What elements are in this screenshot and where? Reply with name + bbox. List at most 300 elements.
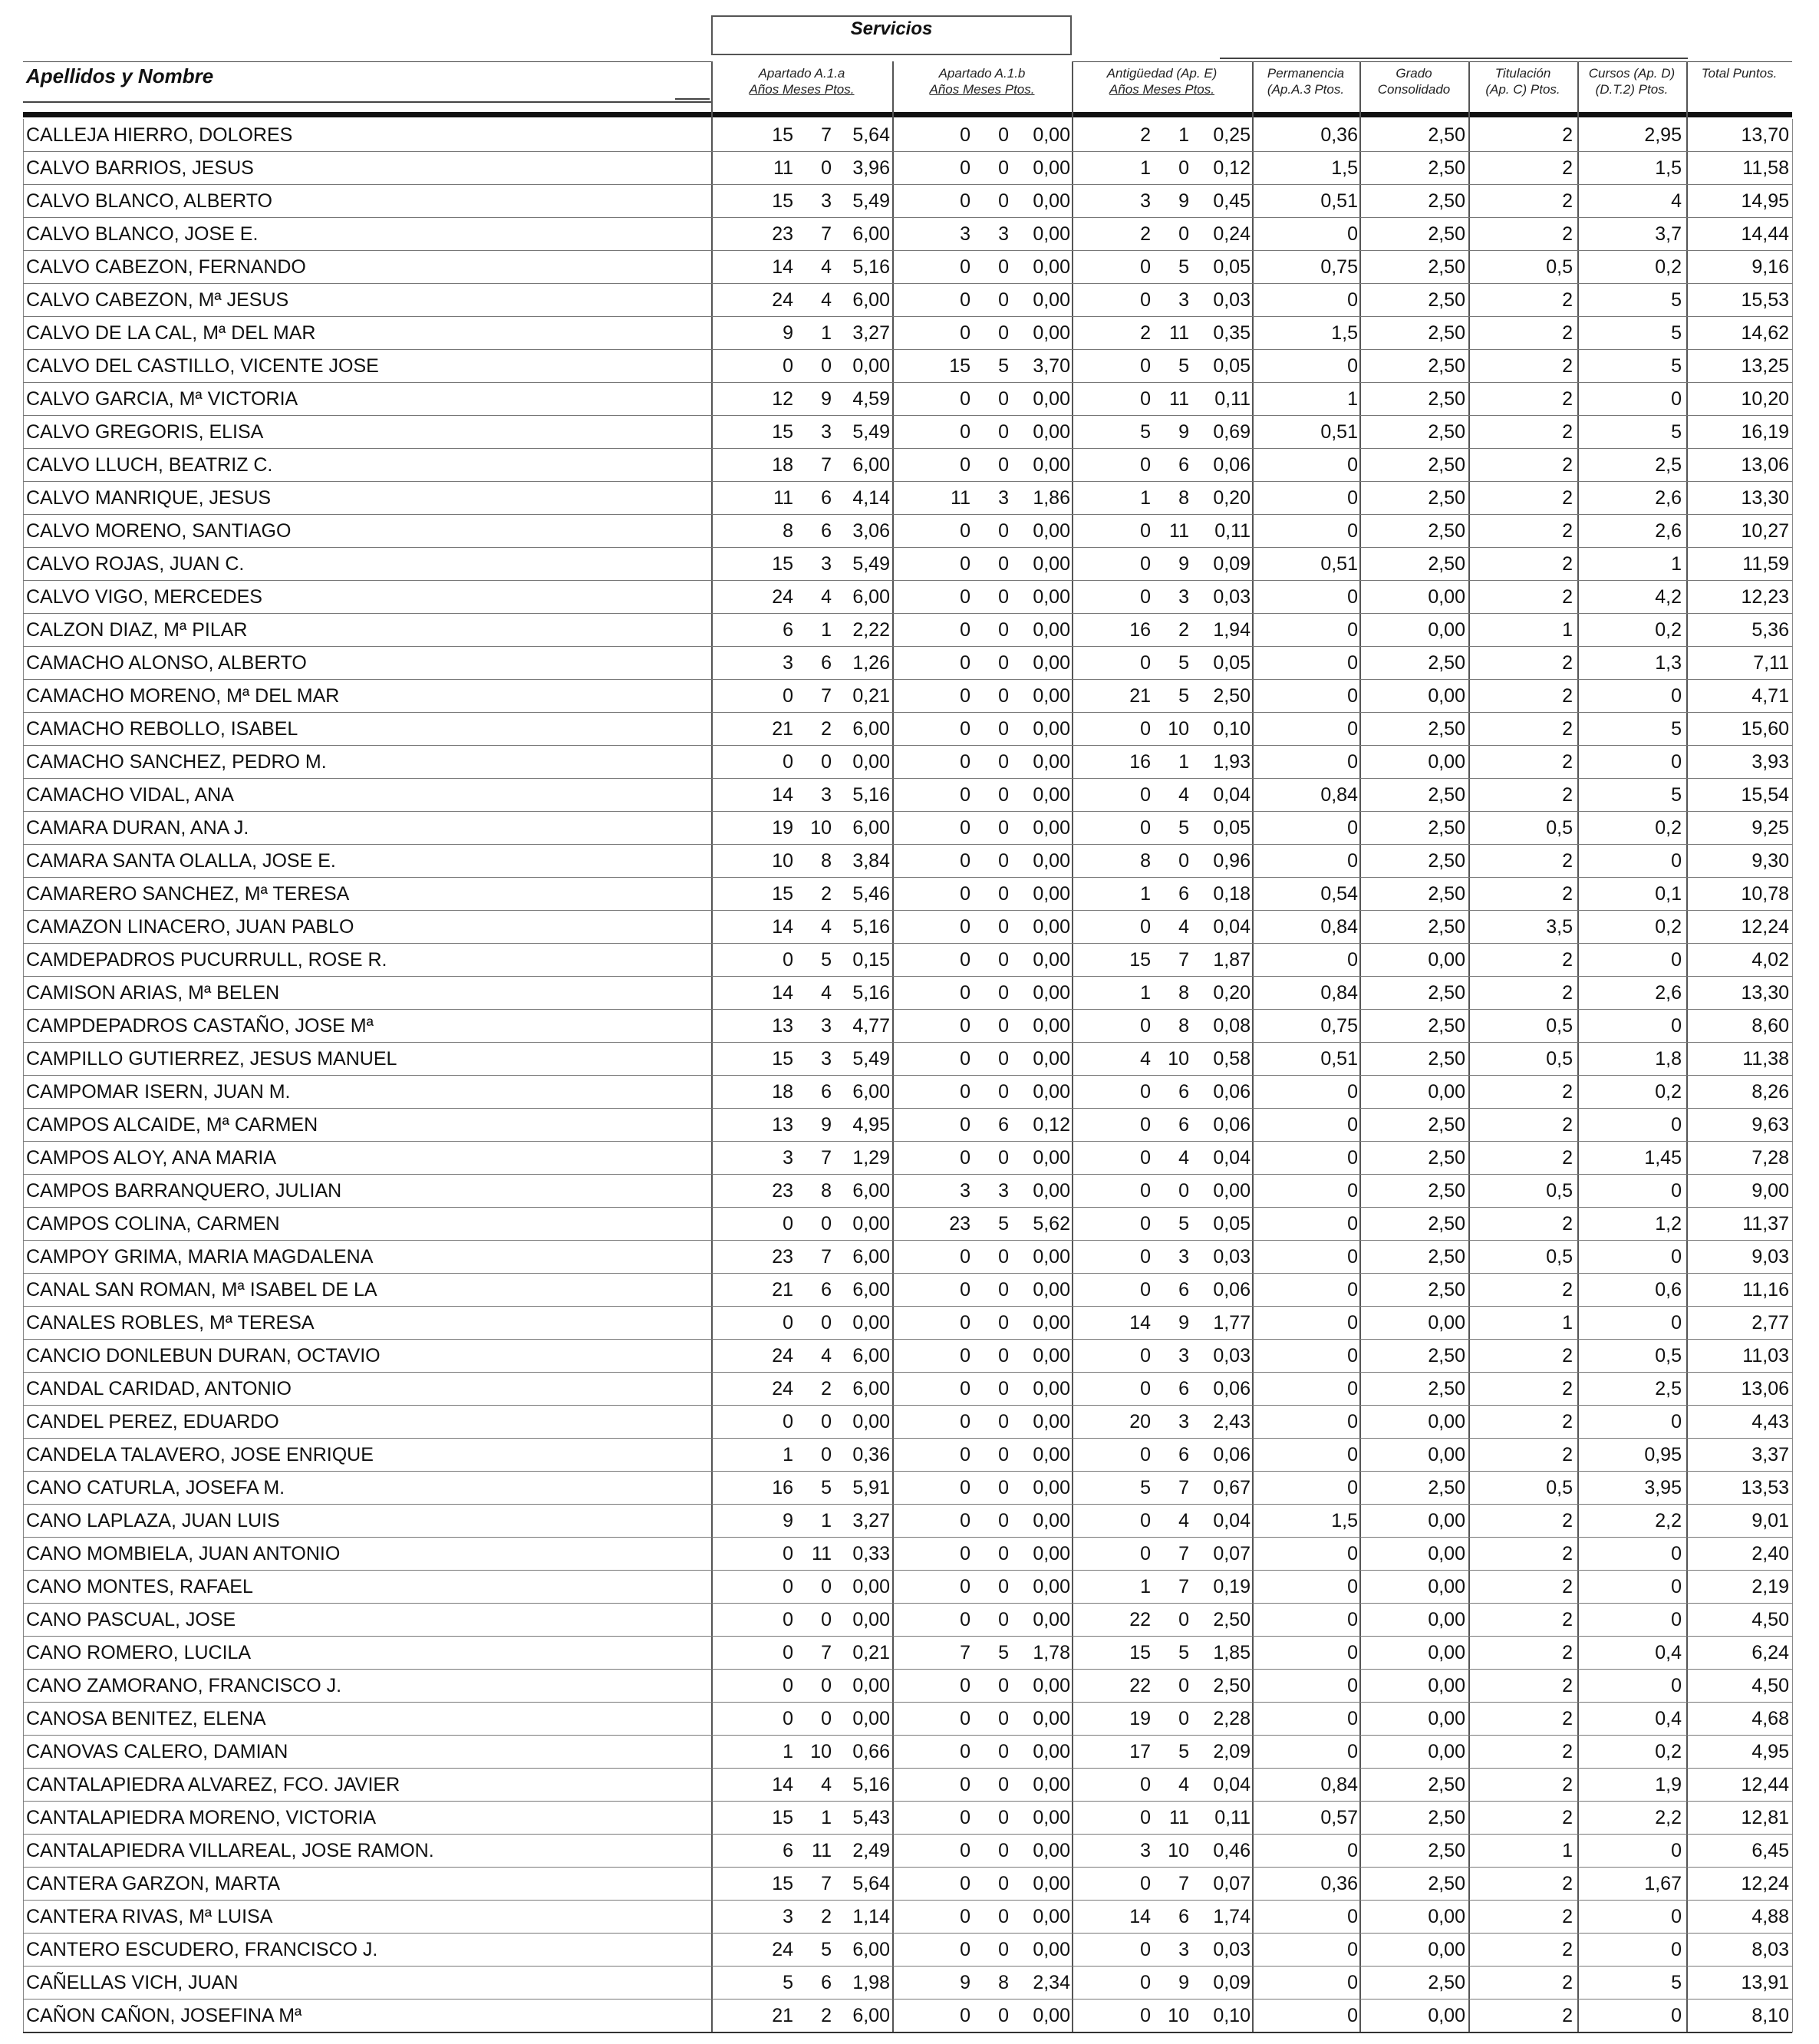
antig-meses-cell: 0 <box>1178 1180 1189 1202</box>
antig-anos-cell: 0 <box>1140 1246 1151 1268</box>
a1a-anos-cell: 15 <box>772 553 793 575</box>
a1a-ptos-cell: 3,96 <box>852 157 890 179</box>
table-row <box>0 515 1819 548</box>
a1b-meses-cell: 0 <box>998 1081 1009 1103</box>
a1b-anos-cell: 0 <box>960 1708 970 1729</box>
titulacion-cell: 2 <box>1562 1147 1573 1169</box>
a1b-meses-cell: 0 <box>998 652 1009 674</box>
a1b-meses-cell: 0 <box>998 1906 1009 1927</box>
a1b-ptos-cell: 0,00 <box>1033 520 1070 542</box>
titulacion-header-sub: (Ap. C) Ptos. <box>1485 82 1560 97</box>
cursos-cell: 0 <box>1671 1840 1682 1861</box>
antig-meses-cell: 11 <box>1169 322 1189 344</box>
antig-anos-cell: 0 <box>1140 1444 1151 1465</box>
a1b-ptos-cell: 0,00 <box>1033 1477 1070 1498</box>
total-cell: 10,78 <box>1741 883 1789 905</box>
grado-cell: 2,50 <box>1428 1114 1465 1136</box>
a1b-anos-cell: 0 <box>960 850 970 872</box>
antig-ptos-cell: 0,04 <box>1213 1774 1251 1795</box>
cursos-cell: 5 <box>1671 322 1682 344</box>
a1b-anos-cell: 0 <box>960 1609 970 1630</box>
antig-meses-cell: 10 <box>1168 718 1189 740</box>
grado-cell: 2,50 <box>1428 157 1465 179</box>
cursos-cell: 0,5 <box>1655 1345 1682 1367</box>
total-cell: 4,71 <box>1751 685 1789 707</box>
name-cell: CALVO ROJAS, JUAN C. <box>26 553 245 575</box>
antig-anos-cell: 2 <box>1140 322 1151 344</box>
table-row <box>0 1307 1819 1340</box>
a1a-meses-cell: 5 <box>821 949 832 971</box>
a1a-ptos-cell: 0,00 <box>852 1213 890 1235</box>
a1b-anos-cell: 0 <box>960 1741 970 1762</box>
permanencia-cell: 0 <box>1347 1477 1358 1498</box>
antig-anos-cell: 1 <box>1140 1576 1151 1597</box>
antig-anos-cell: 0 <box>1140 1807 1151 1828</box>
cursos-cell: 1,67 <box>1644 1873 1682 1894</box>
header-top-rule <box>23 61 711 62</box>
total-cell: 3,93 <box>1751 751 1789 773</box>
antig-meses-cell: 3 <box>1178 1939 1189 1960</box>
antig-meses-cell: 9 <box>1178 1972 1189 1993</box>
a1a-anos-cell: 6 <box>783 619 793 641</box>
titulacion-cell: 2 <box>1562 1378 1573 1399</box>
titulacion-cell: 2 <box>1562 520 1573 542</box>
table-row <box>0 1670 1819 1703</box>
a1b-ptos-cell: 0,00 <box>1033 454 1070 476</box>
cursos-cell: 0,2 <box>1655 1741 1682 1762</box>
grado-cell: 2,50 <box>1428 1873 1465 1894</box>
antig-anos-cell: 0 <box>1140 1180 1151 1202</box>
titulacion-cell: 1 <box>1562 1312 1573 1334</box>
table-row <box>0 317 1819 350</box>
antig-meses-cell: 6 <box>1178 1279 1189 1301</box>
grado-cell: 0,00 <box>1428 1411 1465 1432</box>
antig-meses-cell: 6 <box>1178 454 1189 476</box>
a1b-meses-cell: 0 <box>998 322 1009 344</box>
cursos-cell: 0 <box>1671 1675 1682 1696</box>
antig-anos-cell: 14 <box>1129 1312 1151 1334</box>
name-cell: CAMARERO SANCHEZ, Mª TERESA <box>26 883 350 905</box>
permanencia-cell: 0 <box>1347 1147 1358 1169</box>
a1a-ptos-cell: 0,00 <box>852 1312 890 1334</box>
cursos-cell: 2,6 <box>1655 982 1682 1004</box>
grado-cell: 0,00 <box>1428 2005 1465 2026</box>
a1a-ptos-cell: 4,77 <box>852 1015 890 1037</box>
permanencia-cell: 0,75 <box>1320 1015 1358 1037</box>
permanencia-cell: 0 <box>1347 1312 1358 1334</box>
table-row <box>0 350 1819 383</box>
total-cell: 10,27 <box>1741 520 1789 542</box>
a1b-anos-cell: 0 <box>960 289 970 311</box>
a1b-meses-cell: 0 <box>998 949 1009 971</box>
a1a-anos-cell: 9 <box>783 322 793 344</box>
cursos-cell: 0,1 <box>1655 883 1682 905</box>
a1a-anos-cell: 19 <box>772 817 793 839</box>
titulacion-cell: 2 <box>1562 1807 1573 1828</box>
titulacion-cell: 2 <box>1562 157 1573 179</box>
permanencia-cell: 1,5 <box>1331 1510 1358 1531</box>
header-column-divider <box>892 61 894 101</box>
name-cell: CAMDEPADROS PUCURRULL, ROSE R. <box>26 949 387 971</box>
a1b-ptos-cell: 0,00 <box>1033 1774 1070 1795</box>
a1a-meses-cell: 3 <box>821 1015 832 1037</box>
table-row <box>0 680 1819 713</box>
a1b-meses-cell: 0 <box>998 1609 1009 1630</box>
a1a-anos-cell: 0 <box>783 1213 793 1235</box>
permanencia-cell: 0 <box>1347 1906 1358 1927</box>
a1a-meses-cell: 11 <box>812 1840 832 1861</box>
row-divider <box>23 2032 1792 2033</box>
a1b-meses-cell: 0 <box>998 1345 1009 1367</box>
a1a-anos-cell: 0 <box>783 1675 793 1696</box>
total-cell: 5,36 <box>1751 619 1789 641</box>
antig-ptos-cell: 0,03 <box>1213 1246 1251 1268</box>
titulacion-cell: 2 <box>1562 1279 1573 1301</box>
a1a-anos-cell: 15 <box>772 421 793 443</box>
a1b-anos-cell: 9 <box>960 1972 970 1993</box>
permanencia-cell: 0 <box>1347 949 1358 971</box>
total-cell: 12,24 <box>1741 916 1789 938</box>
name-cell: CAMACHO MORENO, Mª DEL MAR <box>26 685 340 707</box>
cursos-cell: 5 <box>1671 1972 1682 1993</box>
cursos-cell: 0 <box>1671 1543 1682 1564</box>
total-cell: 9,30 <box>1751 850 1789 872</box>
grado-cell: 0,00 <box>1428 1510 1465 1531</box>
cursos-cell: 0 <box>1671 1939 1682 1960</box>
grado-cell: 0,00 <box>1428 1675 1465 1696</box>
a1a-meses-cell: 9 <box>821 1114 832 1136</box>
name-cell: CANCIO DONLEBUN DURAN, OCTAVIO <box>26 1345 381 1367</box>
table-row <box>0 1274 1819 1307</box>
a1a-meses-cell: 0 <box>821 1708 832 1729</box>
titulacion-cell: 2 <box>1562 1774 1573 1795</box>
antig-meses-cell: 5 <box>1178 685 1189 707</box>
titulacion-cell: 2 <box>1562 1708 1573 1729</box>
name-cell: CAMAZON LINACERO, JUAN PABLO <box>26 916 354 938</box>
total-cell: 4,88 <box>1751 1906 1789 1927</box>
cursos-cell: 0 <box>1671 1411 1682 1432</box>
a1a-ptos-cell: 6,00 <box>852 1180 890 1202</box>
a1b-meses-cell: 0 <box>998 454 1009 476</box>
a1a-meses-cell: 7 <box>821 685 832 707</box>
titulacion-cell: 2 <box>1562 1741 1573 1762</box>
antig-ptos-cell: 0,67 <box>1213 1477 1251 1498</box>
a1b-meses-cell: 0 <box>998 1378 1009 1399</box>
a1a-meses-cell: 0 <box>821 1675 832 1696</box>
titulacion-cell: 2 <box>1562 421 1573 443</box>
a1b-ptos-cell: 0,00 <box>1033 751 1070 773</box>
antig-anos-cell: 1 <box>1140 487 1151 509</box>
a1a-meses-cell: 6 <box>821 652 832 674</box>
a1a-ptos-cell: 1,14 <box>852 1906 890 1927</box>
a1b-meses-cell: 0 <box>998 1675 1009 1696</box>
a1b-meses-cell: 5 <box>998 355 1009 377</box>
a1a-ptos-cell: 4,59 <box>852 388 890 410</box>
a1b-anos-cell: 0 <box>960 751 970 773</box>
a1a-ptos-cell: 0,66 <box>852 1741 890 1762</box>
cursos-cell: 0 <box>1671 2005 1682 2026</box>
table-row <box>0 1637 1819 1670</box>
grado-cell: 2,50 <box>1428 1180 1465 1202</box>
grado-cell: 0,00 <box>1428 1939 1465 1960</box>
antig-meses-cell: 4 <box>1178 784 1189 806</box>
a1a-meses-cell: 0 <box>821 1213 832 1235</box>
grado-cell: 2,50 <box>1428 1774 1465 1795</box>
a1b-anos-cell: 0 <box>960 1939 970 1960</box>
a1b-ptos-cell: 0,00 <box>1033 1312 1070 1334</box>
grado-cell: 0,00 <box>1428 685 1465 707</box>
a1b-anos-cell: 0 <box>960 1675 970 1696</box>
titulacion-cell: 0,5 <box>1546 1048 1573 1070</box>
a1a-ptos-cell: 1,26 <box>852 652 890 674</box>
a1b-meses-cell: 0 <box>998 1807 1009 1828</box>
antig-ptos-cell: 1,94 <box>1213 619 1251 641</box>
permanencia-cell: 0,84 <box>1320 916 1358 938</box>
a1b-anos-cell: 0 <box>960 1510 970 1531</box>
a1b-ptos-cell: 0,00 <box>1033 1279 1070 1301</box>
table-row <box>0 878 1819 911</box>
permanencia-cell: 0,51 <box>1320 1048 1358 1070</box>
a1a-anos-cell: 24 <box>772 289 793 311</box>
antig-anos-cell: 3 <box>1140 190 1151 212</box>
a1b-anos-cell: 0 <box>960 1378 970 1399</box>
a1b-meses-cell: 6 <box>998 1114 1009 1136</box>
total-cell: 13,91 <box>1741 1972 1789 1993</box>
name-cell: CAMACHO ALONSO, ALBERTO <box>26 652 307 674</box>
a1b-meses-cell: 0 <box>998 1708 1009 1729</box>
table-row <box>0 1505 1819 1538</box>
a1b-anos-cell: 0 <box>960 718 970 740</box>
antig-meses-cell: 7 <box>1178 949 1189 971</box>
antig-anos-cell: 15 <box>1129 1642 1151 1663</box>
antig-ptos-cell: 0,19 <box>1213 1576 1251 1597</box>
grado-cell: 2,50 <box>1428 916 1465 938</box>
permanencia-cell: 0,36 <box>1320 1873 1358 1894</box>
antig-anos-cell: 0 <box>1140 256 1151 278</box>
grado-cell: 0,00 <box>1428 1081 1465 1103</box>
table-row <box>0 1142 1819 1175</box>
grado-cell: 2,50 <box>1428 1345 1465 1367</box>
a1a-meses-cell: 2 <box>821 2005 832 2026</box>
a1a-meses-cell: 9 <box>821 388 832 410</box>
titulacion-cell: 2 <box>1562 784 1573 806</box>
a1a-ptos-cell: 0,15 <box>852 949 890 971</box>
total-cell: 11,58 <box>1742 157 1789 179</box>
permanencia-cell: 0 <box>1347 454 1358 476</box>
permanencia-cell: 0,84 <box>1320 982 1358 1004</box>
a1a-anos-cell: 1 <box>783 1741 793 1762</box>
a1b-anos-cell: 7 <box>960 1642 970 1663</box>
total-cell: 9,25 <box>1751 817 1789 839</box>
a1b-ptos-cell: 0,00 <box>1033 1873 1070 1894</box>
antig-ptos-cell: 0,05 <box>1213 256 1251 278</box>
antig-anos-cell: 0 <box>1140 553 1151 575</box>
a1a-meses-cell: 5 <box>821 1939 832 1960</box>
a1a-meses-cell: 0 <box>821 1576 832 1597</box>
cursos-cell: 0 <box>1671 1576 1682 1597</box>
permanencia-cell: 0,51 <box>1320 421 1358 443</box>
antig-anos-cell: 5 <box>1140 421 1151 443</box>
antig-anos-cell: 16 <box>1129 619 1151 641</box>
permanencia-cell: 0 <box>1347 586 1358 608</box>
a1b-ptos-cell: 0,00 <box>1033 1015 1070 1037</box>
antig-ptos-cell: 0,03 <box>1213 1939 1251 1960</box>
a1b-ptos-cell: 0,00 <box>1033 2005 1070 2026</box>
antiguedad-header-sub: Años Meses Ptos. <box>1109 82 1214 97</box>
a1a-anos-cell: 15 <box>772 124 793 146</box>
table-row <box>0 581 1819 614</box>
titulacion-cell: 2 <box>1562 1411 1573 1432</box>
titulacion-cell: 2 <box>1562 1609 1573 1630</box>
antig-meses-cell: 11 <box>1169 520 1189 542</box>
titulacion-cell: 0,5 <box>1546 1477 1573 1498</box>
a1b-anos-cell: 0 <box>960 190 970 212</box>
name-cell: CAMPOY GRIMA, MARIA MAGDALENA <box>26 1246 374 1268</box>
total-cell: 11,59 <box>1742 553 1789 575</box>
a1a-anos-cell: 0 <box>783 1576 793 1597</box>
grado-cell: 2,50 <box>1428 487 1465 509</box>
a1b-ptos-cell: 0,00 <box>1033 223 1070 245</box>
a1a-ptos-cell: 0,00 <box>852 355 890 377</box>
a1b-ptos-cell: 0,00 <box>1033 190 1070 212</box>
a1b-ptos-cell: 0,00 <box>1033 1609 1070 1630</box>
antig-anos-cell: 0 <box>1140 1510 1151 1531</box>
a1a-meses-cell: 4 <box>821 256 832 278</box>
header-column-divider <box>711 61 713 101</box>
a1b-ptos-cell: 0,00 <box>1033 1906 1070 1927</box>
antig-ptos-cell: 1,77 <box>1213 1312 1251 1334</box>
grado-cell: 2,50 <box>1428 355 1465 377</box>
antig-anos-cell: 2 <box>1140 223 1151 245</box>
titulacion-cell: 0,5 <box>1546 1180 1573 1202</box>
a1b-anos-cell: 0 <box>960 157 970 179</box>
antig-meses-cell: 5 <box>1178 652 1189 674</box>
a1a-ptos-cell: 1,29 <box>852 1147 890 1169</box>
grado-cell: 2,50 <box>1428 388 1465 410</box>
permanencia-cell: 0 <box>1347 1840 1358 1861</box>
titulacion-cell: 2 <box>1562 1906 1573 1927</box>
grado-cell: 0,00 <box>1428 619 1465 641</box>
cursos-cell: 1,5 <box>1655 157 1682 179</box>
total-cell: 14,44 <box>1741 223 1789 245</box>
titulacion-header-title: Titulación <box>1494 66 1551 81</box>
antig-meses-cell: 0 <box>1178 1708 1189 1729</box>
table-row <box>0 1373 1819 1406</box>
a1b-ptos-cell: 0,00 <box>1033 685 1070 707</box>
a1b-anos-cell: 0 <box>960 322 970 344</box>
a1a-anos-cell: 0 <box>783 1642 793 1663</box>
antig-ptos-cell: 0,25 <box>1213 124 1251 146</box>
name-cell: CANO CATURLA, JOSEFA M. <box>26 1477 285 1498</box>
table-row <box>0 1043 1819 1076</box>
a1b-ptos-cell: 0,00 <box>1033 421 1070 443</box>
table-row <box>0 1769 1819 1802</box>
antig-meses-cell: 3 <box>1178 1345 1189 1367</box>
name-cell: CALVO CABEZON, FERNANDO <box>26 256 306 278</box>
antig-ptos-cell: 0,09 <box>1213 553 1251 575</box>
a1a-ptos-cell: 6,00 <box>852 817 890 839</box>
antig-anos-cell: 1 <box>1140 883 1151 905</box>
a1a-meses-cell: 0 <box>821 1609 832 1630</box>
permanencia-cell: 0 <box>1347 289 1358 311</box>
grado-cell: 2,50 <box>1428 1840 1465 1861</box>
titulacion-cell: 2 <box>1562 1444 1573 1465</box>
table-row <box>0 1835 1819 1868</box>
a1b-ptos-cell: 1,86 <box>1033 487 1070 509</box>
a1a-meses-cell: 2 <box>821 1378 832 1399</box>
a1a-anos-cell: 15 <box>772 190 793 212</box>
a1b-meses-cell: 0 <box>998 157 1009 179</box>
antig-ptos-cell: 1,85 <box>1213 1642 1251 1663</box>
a1a-anos-cell: 21 <box>772 718 793 740</box>
a1b-meses-cell: 0 <box>998 1774 1009 1795</box>
antig-meses-cell: 0 <box>1178 1609 1189 1630</box>
titulacion-cell: 2 <box>1562 685 1573 707</box>
total-cell: 13,06 <box>1741 1378 1789 1399</box>
table-row <box>0 1340 1819 1373</box>
name-cell: CALVO BARRIOS, JESUS <box>26 157 254 179</box>
cursos-cell: 0,4 <box>1655 1708 1682 1729</box>
a1a-meses-cell: 4 <box>821 1345 832 1367</box>
antig-meses-cell: 3 <box>1178 289 1189 311</box>
a1b-meses-cell: 0 <box>998 1741 1009 1762</box>
name-cell: CAMISON ARIAS, Mª BELEN <box>26 982 280 1004</box>
cursos-cell: 5 <box>1671 355 1682 377</box>
antig-ptos-cell: 0,04 <box>1213 1147 1251 1169</box>
grado-header-title: Grado <box>1396 66 1432 81</box>
permanencia-cell: 0,84 <box>1320 1774 1358 1795</box>
antig-ptos-cell: 2,09 <box>1213 1741 1251 1762</box>
a1b-meses-cell: 0 <box>998 784 1009 806</box>
a1b-ptos-cell: 0,00 <box>1033 1180 1070 1202</box>
a1b-meses-cell: 0 <box>998 685 1009 707</box>
total-cell: 8,10 <box>1751 2005 1789 2026</box>
header-top-rule-right <box>1072 61 1792 62</box>
name-cell: CALVO LLUCH, BEATRIZ C. <box>26 454 273 476</box>
antig-meses-cell: 10 <box>1168 1840 1189 1861</box>
antig-anos-cell: 0 <box>1140 1114 1151 1136</box>
name-cell: CALZON DIAZ, Mª PILAR <box>26 619 248 641</box>
table-row <box>0 284 1819 317</box>
table-row <box>0 779 1819 812</box>
cursos-cell: 0 <box>1671 1180 1682 1202</box>
a1b-anos-cell: 0 <box>960 1576 970 1597</box>
a1a-meses-cell: 8 <box>821 850 832 872</box>
grado-cell: 0,00 <box>1428 1741 1465 1762</box>
permanencia-cell: 0 <box>1347 652 1358 674</box>
permanencia-cell: 0 <box>1347 1444 1358 1465</box>
titulacion-cell: 0,5 <box>1546 1246 1573 1268</box>
antig-ptos-cell: 0,05 <box>1213 1213 1251 1235</box>
antig-ptos-cell: 0,03 <box>1213 1345 1251 1367</box>
a1a-anos-cell: 14 <box>772 916 793 938</box>
a1a-header-title: Apartado A.1.a <box>758 66 845 81</box>
antig-ptos-cell: 0,07 <box>1213 1543 1251 1564</box>
a1a-anos-cell: 24 <box>772 586 793 608</box>
cursos-cell: 1 <box>1671 553 1682 575</box>
table-row <box>0 482 1819 515</box>
a1a-anos-cell: 15 <box>772 1807 793 1828</box>
titulacion-cell: 2 <box>1562 487 1573 509</box>
titulacion-cell: 2 <box>1562 1576 1573 1597</box>
a1a-anos-cell: 21 <box>772 2005 793 2026</box>
a1b-ptos-cell: 3,70 <box>1033 355 1070 377</box>
antig-anos-cell: 0 <box>1140 355 1151 377</box>
name-cell: CALVO DE LA CAL, Mª DEL MAR <box>26 322 316 344</box>
titulacion-cell: 2 <box>1562 1543 1573 1564</box>
a1a-meses-cell: 3 <box>821 784 832 806</box>
total-cell: 10,20 <box>1741 388 1789 410</box>
